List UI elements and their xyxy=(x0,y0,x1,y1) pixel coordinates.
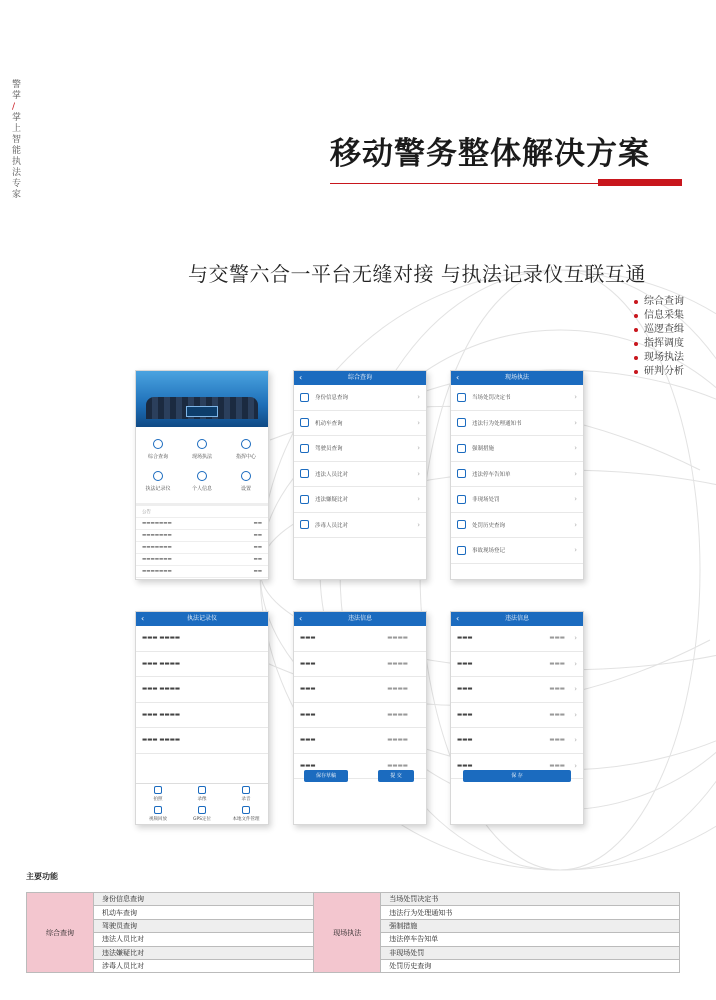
tab-label: 本地文件管理 xyxy=(232,817,260,822)
history-icon xyxy=(457,520,466,529)
chevron-right-icon: › xyxy=(417,444,420,453)
menu-item[interactable] xyxy=(294,487,426,513)
home-banner-image xyxy=(136,371,268,427)
form-value-placeholder: ▬▬▬ xyxy=(549,762,565,769)
function-cell: 违法人员比对 xyxy=(94,933,314,946)
tab-label: 录像 xyxy=(197,797,207,802)
phone-detail-screen xyxy=(293,611,427,825)
menu-item[interactable] xyxy=(451,462,583,488)
record-row[interactable] xyxy=(136,728,268,754)
document-icon xyxy=(300,520,309,529)
tab-label: 拍照 xyxy=(153,797,163,802)
form-label-placeholder: ▬▬▬ xyxy=(300,737,316,744)
form-label-placeholder: ▬▬▬ xyxy=(457,660,473,667)
chevron-right-icon: › xyxy=(417,469,420,478)
record-row[interactable] xyxy=(136,626,268,652)
save-button[interactable]: 保 存 xyxy=(463,770,571,782)
form-label-placeholder: ▬▬▬ xyxy=(300,660,316,667)
form-value-placeholder: ▬▬▬ xyxy=(549,711,565,718)
menu-item[interactable] xyxy=(294,411,426,437)
feature-item: 现场执法 xyxy=(634,351,684,365)
news-row[interactable] xyxy=(136,542,268,554)
feature-item: 指挥调度 xyxy=(634,337,684,351)
form-value-placeholder: ▬▬▬ xyxy=(549,737,565,744)
enforce-header xyxy=(451,371,583,385)
chevron-right-icon: › xyxy=(574,710,577,719)
record-row[interactable] xyxy=(136,677,268,703)
menu-item[interactable] xyxy=(294,462,426,488)
menu-item-label: 违法行为处理通知书 xyxy=(472,420,522,427)
news-row[interactable] xyxy=(136,530,268,542)
menu-item[interactable] xyxy=(451,385,583,411)
feature-list xyxy=(634,295,684,379)
category-cell: 综合查询 xyxy=(27,893,94,973)
table-row xyxy=(27,893,680,906)
feature-item: 巡逻查缉 xyxy=(634,323,684,337)
record-row[interactable] xyxy=(136,652,268,678)
form-value-placeholder: ▬▬▬ xyxy=(549,660,565,667)
chevron-right-icon: › xyxy=(574,520,577,529)
page-title: 移动警务整体解决方案 xyxy=(330,136,650,172)
compare-icon xyxy=(300,469,309,478)
chevron-right-icon: › xyxy=(574,546,577,555)
form-header xyxy=(451,612,583,626)
news-row[interactable] xyxy=(136,566,268,578)
car-icon xyxy=(241,439,251,449)
chevron-right-icon: › xyxy=(574,685,577,694)
banner-badge xyxy=(186,406,218,417)
news-text-placeholder: ▬▬▬▬▬▬▬ xyxy=(142,521,172,526)
form-value-placeholder: ▬▬▬▬ xyxy=(387,635,408,642)
grid-item-command[interactable] xyxy=(224,433,268,465)
tab-label: GPS定位 xyxy=(192,817,212,822)
form-value-placeholder: ▬▬▬▬ xyxy=(387,762,408,769)
form-label-placeholder: ▬▬▬ xyxy=(457,762,473,769)
record-text-placeholder: ▬▬▬ ▬▬▬▬ xyxy=(142,635,181,642)
menu-item-label: 违法停车告知单 xyxy=(472,471,511,478)
grid-item-label: 个人信息 xyxy=(191,485,212,492)
main-functions-title: 主要功能 xyxy=(26,872,58,881)
lock-icon xyxy=(457,444,466,453)
chevron-right-icon: › xyxy=(574,659,577,668)
news-date-placeholder: ▬▬ xyxy=(253,533,262,538)
menu-item-label: 非现场处罚 xyxy=(472,497,500,504)
form-value-placeholder: ▬▬▬ xyxy=(549,635,565,642)
user-icon xyxy=(197,471,207,481)
chevron-right-icon: › xyxy=(574,736,577,745)
grid-item-label: 现场执法 xyxy=(191,453,212,460)
chevron-right-icon: › xyxy=(574,761,577,770)
menu-item[interactable] xyxy=(451,411,583,437)
form-row[interactable] xyxy=(294,677,426,703)
back-icon[interactable]: ‹ xyxy=(141,614,145,623)
camera-icon xyxy=(457,495,466,504)
tab-playback[interactable] xyxy=(136,804,180,824)
grid-item-query[interactable] xyxy=(136,433,180,465)
back-icon[interactable]: ‹ xyxy=(456,614,460,623)
chevron-right-icon: › xyxy=(417,418,420,427)
chevron-right-icon: › xyxy=(574,634,577,643)
detail-header-title: 违法信息 xyxy=(347,615,372,622)
form-label-placeholder: ▬▬▬ xyxy=(457,635,473,642)
news-row[interactable] xyxy=(136,518,268,530)
menu-item-label: 驾驶员查询 xyxy=(315,446,343,453)
record-text-placeholder: ▬▬▬ ▬▬▬▬ xyxy=(142,737,181,744)
back-icon[interactable]: ‹ xyxy=(299,373,303,382)
menu-item[interactable] xyxy=(451,513,583,539)
save-draft-button[interactable]: 保存草稿 xyxy=(304,770,348,782)
menu-item-label: 机动车查询 xyxy=(315,420,343,427)
record-text-placeholder: ▬▬▬ ▬▬▬▬ xyxy=(142,686,181,693)
accident-icon xyxy=(457,546,466,555)
function-cell: 强制措施 xyxy=(381,919,680,932)
phone-record-screen xyxy=(135,611,269,825)
function-cell: 处罚历史查询 xyxy=(381,959,680,972)
news-date-placeholder: ▬▬ xyxy=(253,521,262,526)
form-row[interactable] xyxy=(451,728,583,754)
detail-header xyxy=(294,612,426,626)
enforce-header-title: 现场执法 xyxy=(504,374,529,381)
chevron-right-icon: › xyxy=(574,495,577,504)
record-text-placeholder: ▬▬▬ ▬▬▬▬ xyxy=(142,711,181,718)
news-text-placeholder: ▬▬▬▬▬▬▬ xyxy=(142,545,172,550)
back-icon[interactable]: ‹ xyxy=(456,373,460,382)
chevron-right-icon: › xyxy=(574,444,577,453)
news-title: 公告 xyxy=(142,509,151,515)
form-value-placeholder: ▬▬▬▬ xyxy=(387,660,408,667)
phone-enforce-screen xyxy=(450,370,584,580)
home-function-grid xyxy=(136,427,268,506)
folder-icon xyxy=(242,806,250,814)
form-label-placeholder: ▬▬▬ xyxy=(457,686,473,693)
form-label-placeholder: ▬▬▬ xyxy=(300,762,316,769)
location-icon xyxy=(198,806,206,814)
phone-query-screen xyxy=(293,370,427,580)
function-cell: 违法停车告知单 xyxy=(381,933,680,946)
menu-item-label: 当场处罚决定书 xyxy=(472,395,511,402)
search-icon xyxy=(153,439,163,449)
chevron-right-icon: › xyxy=(574,393,577,402)
back-icon[interactable]: ‹ xyxy=(299,614,303,623)
document-icon xyxy=(457,393,466,402)
category-cell: 现场执法 xyxy=(314,893,381,973)
tab-label: 录音 xyxy=(241,797,251,802)
form-label-placeholder: ▬▬▬ xyxy=(457,737,473,744)
function-cell: 违法行为处理通知书 xyxy=(381,906,680,919)
form-row[interactable] xyxy=(294,728,426,754)
grid-item-label: 执法记录仪 xyxy=(145,485,171,492)
function-cell: 违法嫌疑比对 xyxy=(94,946,314,959)
function-cell: 身份信息查询 xyxy=(94,893,314,906)
news-date-placeholder: ▬▬ xyxy=(253,545,262,550)
microphone-icon xyxy=(242,786,250,794)
main-functions-table xyxy=(26,892,680,973)
menu-item-label: 处罚历史查询 xyxy=(472,522,506,529)
side-brand-name: 警掌 xyxy=(12,80,22,101)
id-card-icon xyxy=(300,393,309,402)
car-icon xyxy=(300,418,309,427)
feature-item: 信息采集 xyxy=(634,309,684,323)
license-icon xyxy=(300,444,309,453)
submit-button[interactable]: 提 交 xyxy=(378,770,414,782)
menu-item[interactable] xyxy=(294,513,426,539)
title-accent-bar xyxy=(598,179,682,186)
grid-item-profile[interactable] xyxy=(180,465,224,497)
menu-item[interactable] xyxy=(451,538,583,564)
chevron-right-icon: › xyxy=(417,393,420,402)
news-text-placeholder: ▬▬▬▬▬▬▬ xyxy=(142,569,172,574)
chevron-right-icon: › xyxy=(574,469,577,478)
record-tabbar xyxy=(136,783,268,824)
menu-item[interactable] xyxy=(451,487,583,513)
grid-item-label: 指挥中心 xyxy=(235,453,256,460)
form-label-placeholder: ▬▬▬ xyxy=(300,635,316,642)
form-row[interactable] xyxy=(294,626,426,652)
grid-item-settings[interactable] xyxy=(224,465,268,497)
form-row[interactable] xyxy=(451,703,583,729)
form-value-placeholder: ▬▬▬▬ xyxy=(387,711,408,718)
tab-photo[interactable] xyxy=(136,784,180,804)
record-text-placeholder: ▬▬▬ ▬▬▬▬ xyxy=(142,660,181,667)
form-row[interactable] xyxy=(451,626,583,652)
grid-item-recorder[interactable] xyxy=(136,465,180,497)
menu-item[interactable] xyxy=(451,436,583,462)
function-cell: 机动车查询 xyxy=(94,906,314,919)
grid-item-enforce[interactable] xyxy=(180,433,224,465)
form-row[interactable] xyxy=(294,652,426,678)
menu-item[interactable] xyxy=(294,436,426,462)
news-row[interactable] xyxy=(136,554,268,566)
menu-item-label: 涉毒人员比对 xyxy=(315,522,349,529)
form-row[interactable] xyxy=(451,652,583,678)
tab-video[interactable] xyxy=(180,784,224,804)
chevron-right-icon: › xyxy=(417,495,420,504)
grid-item-label: 设置 xyxy=(240,485,251,492)
query-header-title: 综合查询 xyxy=(347,374,372,381)
record-header xyxy=(136,612,268,626)
form-header-title: 违法信息 xyxy=(504,615,529,622)
news-text-placeholder: ▬▬▬▬▬▬▬ xyxy=(142,557,172,562)
form-row[interactable] xyxy=(294,703,426,729)
location-icon xyxy=(197,439,207,449)
record-header-title: 执法记录仪 xyxy=(186,615,217,622)
form-label-placeholder: ▬▬▬ xyxy=(300,686,316,693)
menu-item-label: 强制措施 xyxy=(472,446,495,453)
news-header xyxy=(136,506,268,518)
feature-item: 综合查询 xyxy=(634,295,684,309)
menu-item-label: 违法人员比对 xyxy=(315,471,349,478)
tab-label: 视频回放 xyxy=(149,817,167,822)
video-icon xyxy=(198,786,206,794)
form-value-placeholder: ▬▬▬▬ xyxy=(387,686,408,693)
query-header xyxy=(294,371,426,385)
play-icon xyxy=(154,806,162,814)
form-label-placeholder: ▬▬▬ xyxy=(300,711,316,718)
gear-icon xyxy=(241,471,251,481)
notice-icon xyxy=(457,418,466,427)
form-row[interactable] xyxy=(451,677,583,703)
form-value-placeholder: ▬▬▬ xyxy=(549,686,565,693)
menu-item-label: 违法嫌疑比对 xyxy=(315,497,349,504)
menu-item-label: 身份信息查询 xyxy=(315,395,349,402)
feature-item: 研判分析 xyxy=(634,365,684,379)
camera-icon xyxy=(153,471,163,481)
side-brand-slash: / xyxy=(12,102,16,112)
chevron-right-icon: › xyxy=(574,418,577,427)
grid-item-label: 综合查询 xyxy=(147,453,168,460)
page-subtitle: 与交警六合一平台无缝对接 与执法记录仪互联互通 xyxy=(188,262,646,286)
side-tagline: 掌上智能执法专家 xyxy=(12,113,22,200)
phone-home-screen xyxy=(135,370,269,580)
form-value-placeholder: ▬▬▬▬ xyxy=(387,737,408,744)
function-cell: 驾驶员查询 xyxy=(94,919,314,932)
tab-gps[interactable] xyxy=(180,804,224,824)
tab-audio[interactable] xyxy=(224,784,268,804)
record-row[interactable] xyxy=(136,703,268,729)
user-icon xyxy=(300,495,309,504)
parking-icon xyxy=(457,469,466,478)
news-text-placeholder: ▬▬▬▬▬▬▬ xyxy=(142,533,172,538)
news-date-placeholder: ▬▬ xyxy=(253,557,262,562)
chevron-right-icon: › xyxy=(417,520,420,529)
menu-item-label: 事故现场登记 xyxy=(472,548,506,555)
function-cell: 非现场处罚 xyxy=(381,946,680,959)
camera-icon xyxy=(154,786,162,794)
menu-item[interactable] xyxy=(294,385,426,411)
side-brand xyxy=(12,80,26,201)
function-cell: 涉毒人员比对 xyxy=(94,959,314,972)
form-label-placeholder: ▬▬▬ xyxy=(457,711,473,718)
tab-files[interactable] xyxy=(224,804,268,824)
phone-form-screen xyxy=(450,611,584,825)
news-date-placeholder: ▬▬ xyxy=(253,569,262,574)
function-cell: 当场处罚决定书 xyxy=(381,893,680,906)
